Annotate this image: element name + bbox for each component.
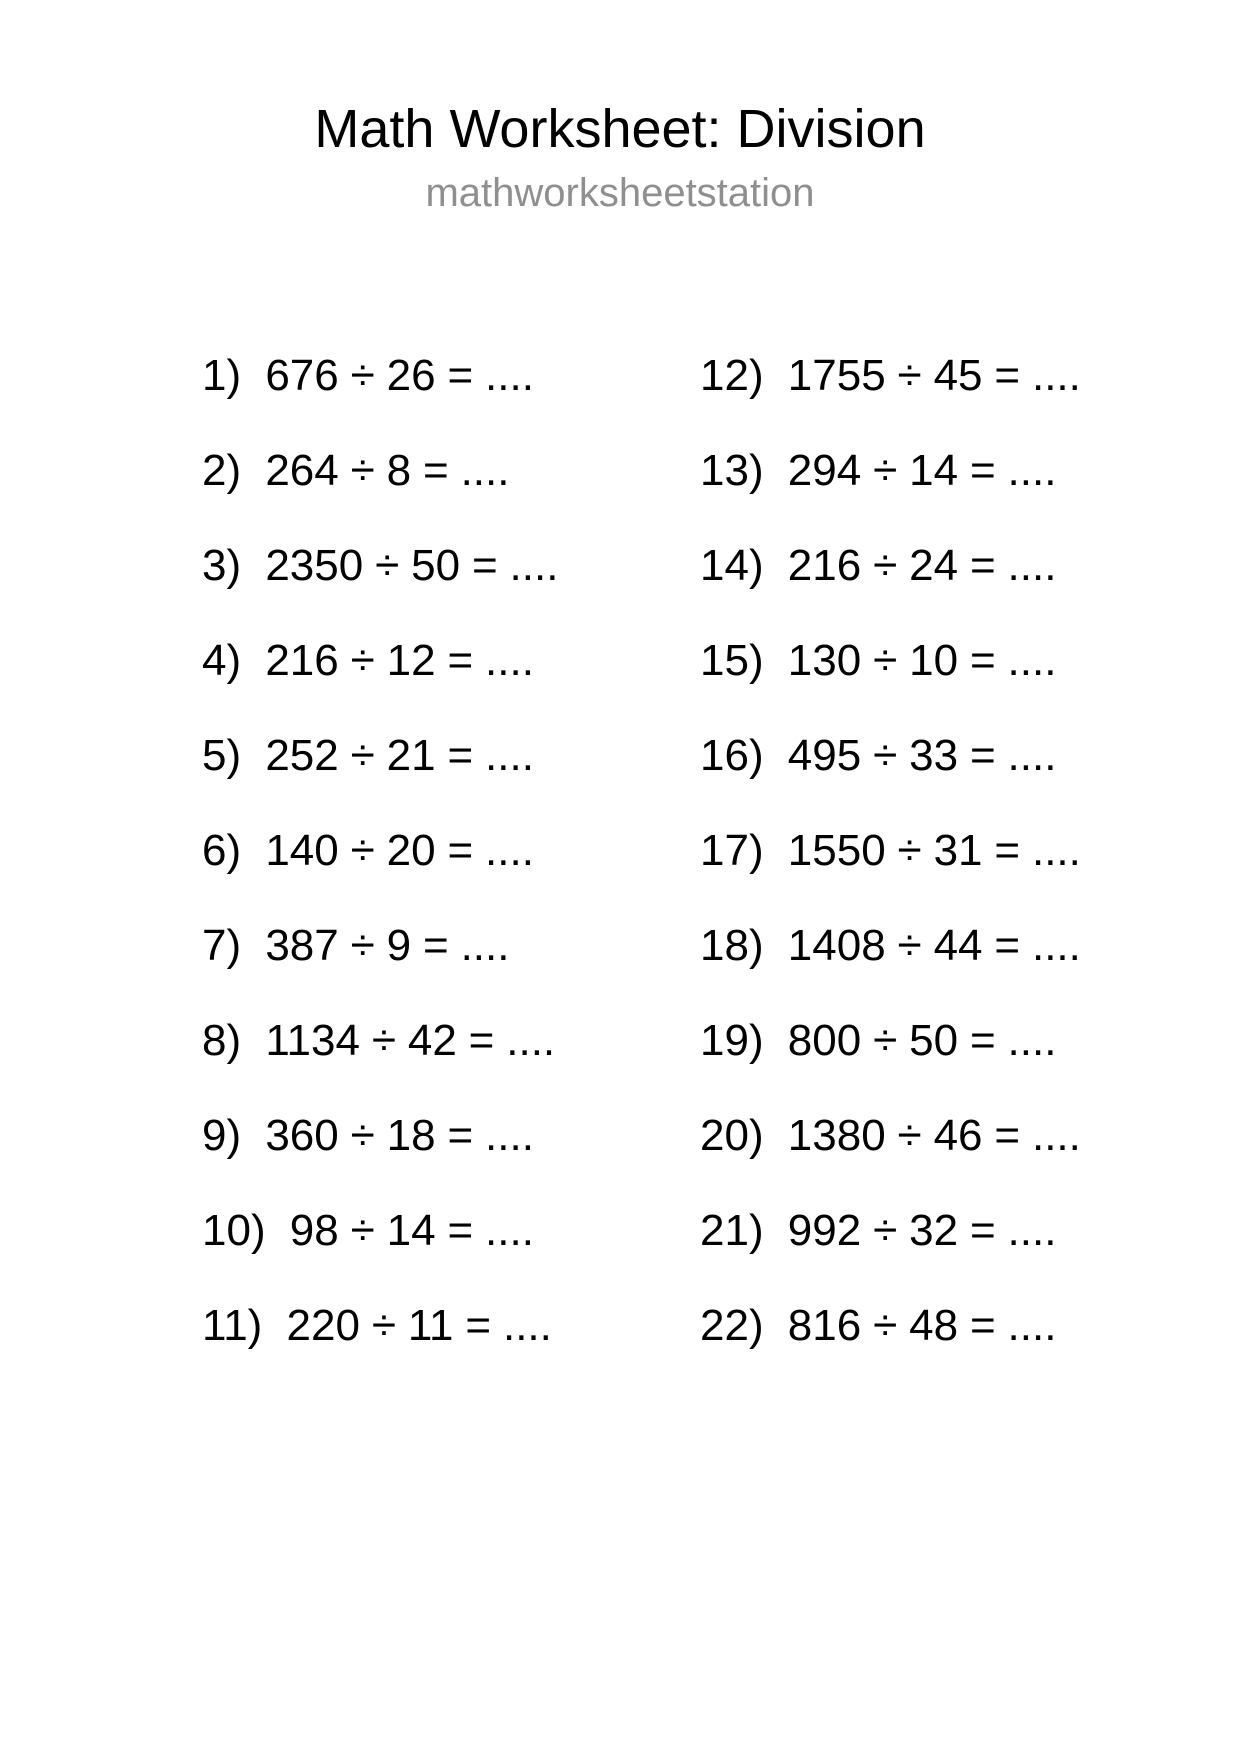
problem-row: [202, 423, 558, 518]
dividend-value: 264: [265, 445, 339, 495]
equals-sign: =: [994, 825, 1021, 875]
dividend-value: 676: [265, 350, 339, 400]
division-sign: ÷: [873, 1300, 898, 1350]
answer-blank: ....: [485, 635, 534, 685]
answer-blank: ....: [502, 1300, 552, 1350]
answer-blank: ....: [1007, 730, 1057, 780]
problem-number: 16): [700, 730, 764, 780]
equals-sign: =: [447, 1205, 474, 1255]
problem-number: 7): [202, 920, 242, 970]
problem-row: [202, 1088, 558, 1183]
problem-number: 11): [202, 1300, 263, 1350]
divisor-value: 50: [909, 1015, 959, 1065]
divisor-value: 24: [909, 540, 959, 590]
page-subtitle: mathworksheetstation: [425, 171, 815, 215]
divisor-value: 8: [386, 445, 412, 495]
equals-sign: =: [994, 1110, 1021, 1160]
divisor-value: 14: [386, 1205, 436, 1255]
problem-number: 8): [202, 1015, 242, 1065]
division-sign: ÷: [897, 350, 922, 400]
problem-row: [202, 328, 558, 423]
answer-blank: ....: [1031, 825, 1081, 875]
division-sign: ÷: [350, 445, 375, 495]
equals-sign: =: [969, 1300, 996, 1350]
problems-column-left: [202, 328, 558, 1373]
divisor-value: 42: [407, 1015, 457, 1065]
equals-sign: =: [471, 540, 498, 590]
dividend-value: 360: [265, 1110, 339, 1160]
equals-sign: =: [423, 445, 449, 495]
dividend-value: 216: [787, 540, 862, 590]
division-sign: ÷: [897, 920, 922, 970]
problem-number: 10): [202, 1205, 266, 1255]
divisor-value: 48: [909, 1300, 959, 1350]
answer-blank: ....: [1007, 445, 1057, 495]
equals-sign: =: [969, 1205, 996, 1255]
equals-sign: =: [969, 635, 996, 685]
dividend-value: 1755: [787, 350, 886, 400]
division-sign: ÷: [350, 1205, 375, 1255]
dividend-value: 140: [265, 825, 339, 875]
problem-row: [700, 708, 1081, 803]
problem-row: [700, 898, 1081, 993]
dividend-value: 1408: [787, 920, 886, 970]
problem-number: 3): [202, 540, 242, 590]
answer-blank: ....: [460, 920, 510, 970]
problem-row: [202, 898, 558, 993]
division-sign: ÷: [873, 1015, 898, 1065]
problem-row: [700, 1278, 1081, 1373]
divisor-value: 9: [386, 920, 412, 970]
divisor-value: 11: [407, 1300, 454, 1350]
problems-column-right: [700, 328, 1081, 1373]
division-sign: ÷: [371, 1300, 396, 1350]
problem-number: 21): [700, 1205, 764, 1255]
answer-blank: ....: [1007, 1015, 1057, 1065]
problem-row: [202, 518, 558, 613]
answer-blank: ....: [1007, 1300, 1057, 1350]
problem-row: [202, 993, 558, 1088]
divisor-value: 45: [933, 350, 983, 400]
problem-row: [202, 803, 558, 898]
division-sign: ÷: [350, 1110, 375, 1160]
division-sign: ÷: [371, 1015, 396, 1065]
division-sign: ÷: [350, 730, 375, 780]
equals-sign: =: [447, 1110, 474, 1160]
divisor-value: 50: [411, 540, 461, 590]
problem-number: 6): [202, 825, 242, 875]
division-sign: ÷: [873, 730, 898, 780]
dividend-value: 495: [787, 730, 862, 780]
answer-blank: ....: [1007, 540, 1057, 590]
problem-number: 1): [202, 350, 242, 400]
division-sign: ÷: [350, 920, 375, 970]
dividend-value: 98: [289, 1205, 339, 1255]
problem-row: [700, 993, 1081, 1088]
dividend-value: 252: [265, 730, 339, 780]
division-sign: ÷: [375, 540, 400, 590]
equals-sign: =: [994, 350, 1021, 400]
dividend-value: 216: [265, 635, 339, 685]
answer-blank: ....: [1007, 1205, 1057, 1255]
divisor-value: 18: [386, 1110, 436, 1160]
division-sign: ÷: [873, 445, 898, 495]
divisor-value: 10: [909, 635, 959, 685]
divisor-value: 14: [909, 445, 959, 495]
answer-blank: ....: [485, 350, 534, 400]
problem-number: 12): [700, 350, 764, 400]
answer-blank: ....: [1031, 920, 1081, 970]
answer-blank: ....: [485, 730, 534, 780]
division-sign: ÷: [350, 350, 375, 400]
problem-row: [202, 1183, 558, 1278]
divisor-value: 20: [386, 825, 436, 875]
answer-blank: ....: [485, 1205, 534, 1255]
answer-blank: ....: [1007, 635, 1057, 685]
dividend-value: 1134: [265, 1015, 360, 1065]
problem-number: 4): [202, 635, 242, 685]
problem-number: 20): [700, 1110, 764, 1160]
dividend-value: 130: [787, 635, 862, 685]
divisor-value: 26: [386, 350, 436, 400]
equals-sign: =: [969, 1015, 996, 1065]
division-sign: ÷: [897, 1110, 922, 1160]
divisor-value: 33: [909, 730, 959, 780]
problem-number: 19): [700, 1015, 764, 1065]
equals-sign: =: [447, 730, 474, 780]
problem-row: [700, 613, 1081, 708]
dividend-value: 816: [787, 1300, 862, 1350]
problem-number: 9): [202, 1110, 242, 1160]
divisor-value: 21: [386, 730, 436, 780]
dividend-value: 800: [787, 1015, 862, 1065]
divisor-value: 31: [933, 825, 983, 875]
division-sign: ÷: [350, 825, 375, 875]
problem-row: [202, 1278, 558, 1373]
equals-sign: =: [969, 730, 996, 780]
problem-number: 15): [700, 635, 764, 685]
problem-row: [700, 1088, 1081, 1183]
divisor-value: 12: [386, 635, 436, 685]
dividend-value: 1550: [787, 825, 886, 875]
problem-row: [700, 1183, 1081, 1278]
answer-blank: ....: [1031, 350, 1081, 400]
equals-sign: =: [447, 825, 474, 875]
equals-sign: =: [447, 350, 474, 400]
division-sign: ÷: [873, 1205, 898, 1255]
dividend-value: 992: [787, 1205, 862, 1255]
equals-sign: =: [969, 445, 996, 495]
division-sign: ÷: [873, 540, 898, 590]
division-sign: ÷: [897, 825, 922, 875]
page-title: Math Worksheet: Division: [314, 99, 926, 159]
division-sign: ÷: [873, 635, 898, 685]
divisor-value: 46: [933, 1110, 983, 1160]
equals-sign: =: [465, 1300, 492, 1350]
equals-sign: =: [468, 1015, 495, 1065]
problem-number: 22): [700, 1300, 764, 1350]
equals-sign: =: [447, 635, 474, 685]
problem-number: 18): [700, 920, 764, 970]
problem-number: 14): [700, 540, 764, 590]
dividend-value: 294: [787, 445, 862, 495]
answer-blank: ....: [460, 445, 510, 495]
equals-sign: =: [423, 920, 449, 970]
divisor-value: 32: [909, 1205, 959, 1255]
dividend-value: 220: [286, 1300, 360, 1350]
problem-number: 17): [700, 825, 764, 875]
divisor-value: 44: [933, 920, 983, 970]
problem-number: 2): [202, 445, 242, 495]
problem-row: [202, 708, 558, 803]
problem-row: [700, 328, 1081, 423]
problem-row: [700, 423, 1081, 518]
problem-row: [202, 613, 558, 708]
answer-blank: ....: [509, 540, 559, 590]
problem-row: [700, 803, 1081, 898]
division-sign: ÷: [350, 635, 375, 685]
dividend-value: 1380: [787, 1110, 886, 1160]
dividend-value: 2350: [265, 540, 364, 590]
equals-sign: =: [969, 540, 996, 590]
answer-blank: ....: [1031, 1110, 1081, 1160]
problem-row: [700, 518, 1081, 613]
answer-blank: ....: [485, 1110, 534, 1160]
problem-number: 5): [202, 730, 242, 780]
answer-blank: ....: [485, 825, 534, 875]
dividend-value: 387: [265, 920, 339, 970]
answer-blank: ....: [506, 1015, 556, 1065]
equals-sign: =: [994, 920, 1021, 970]
problem-number: 13): [700, 445, 764, 495]
